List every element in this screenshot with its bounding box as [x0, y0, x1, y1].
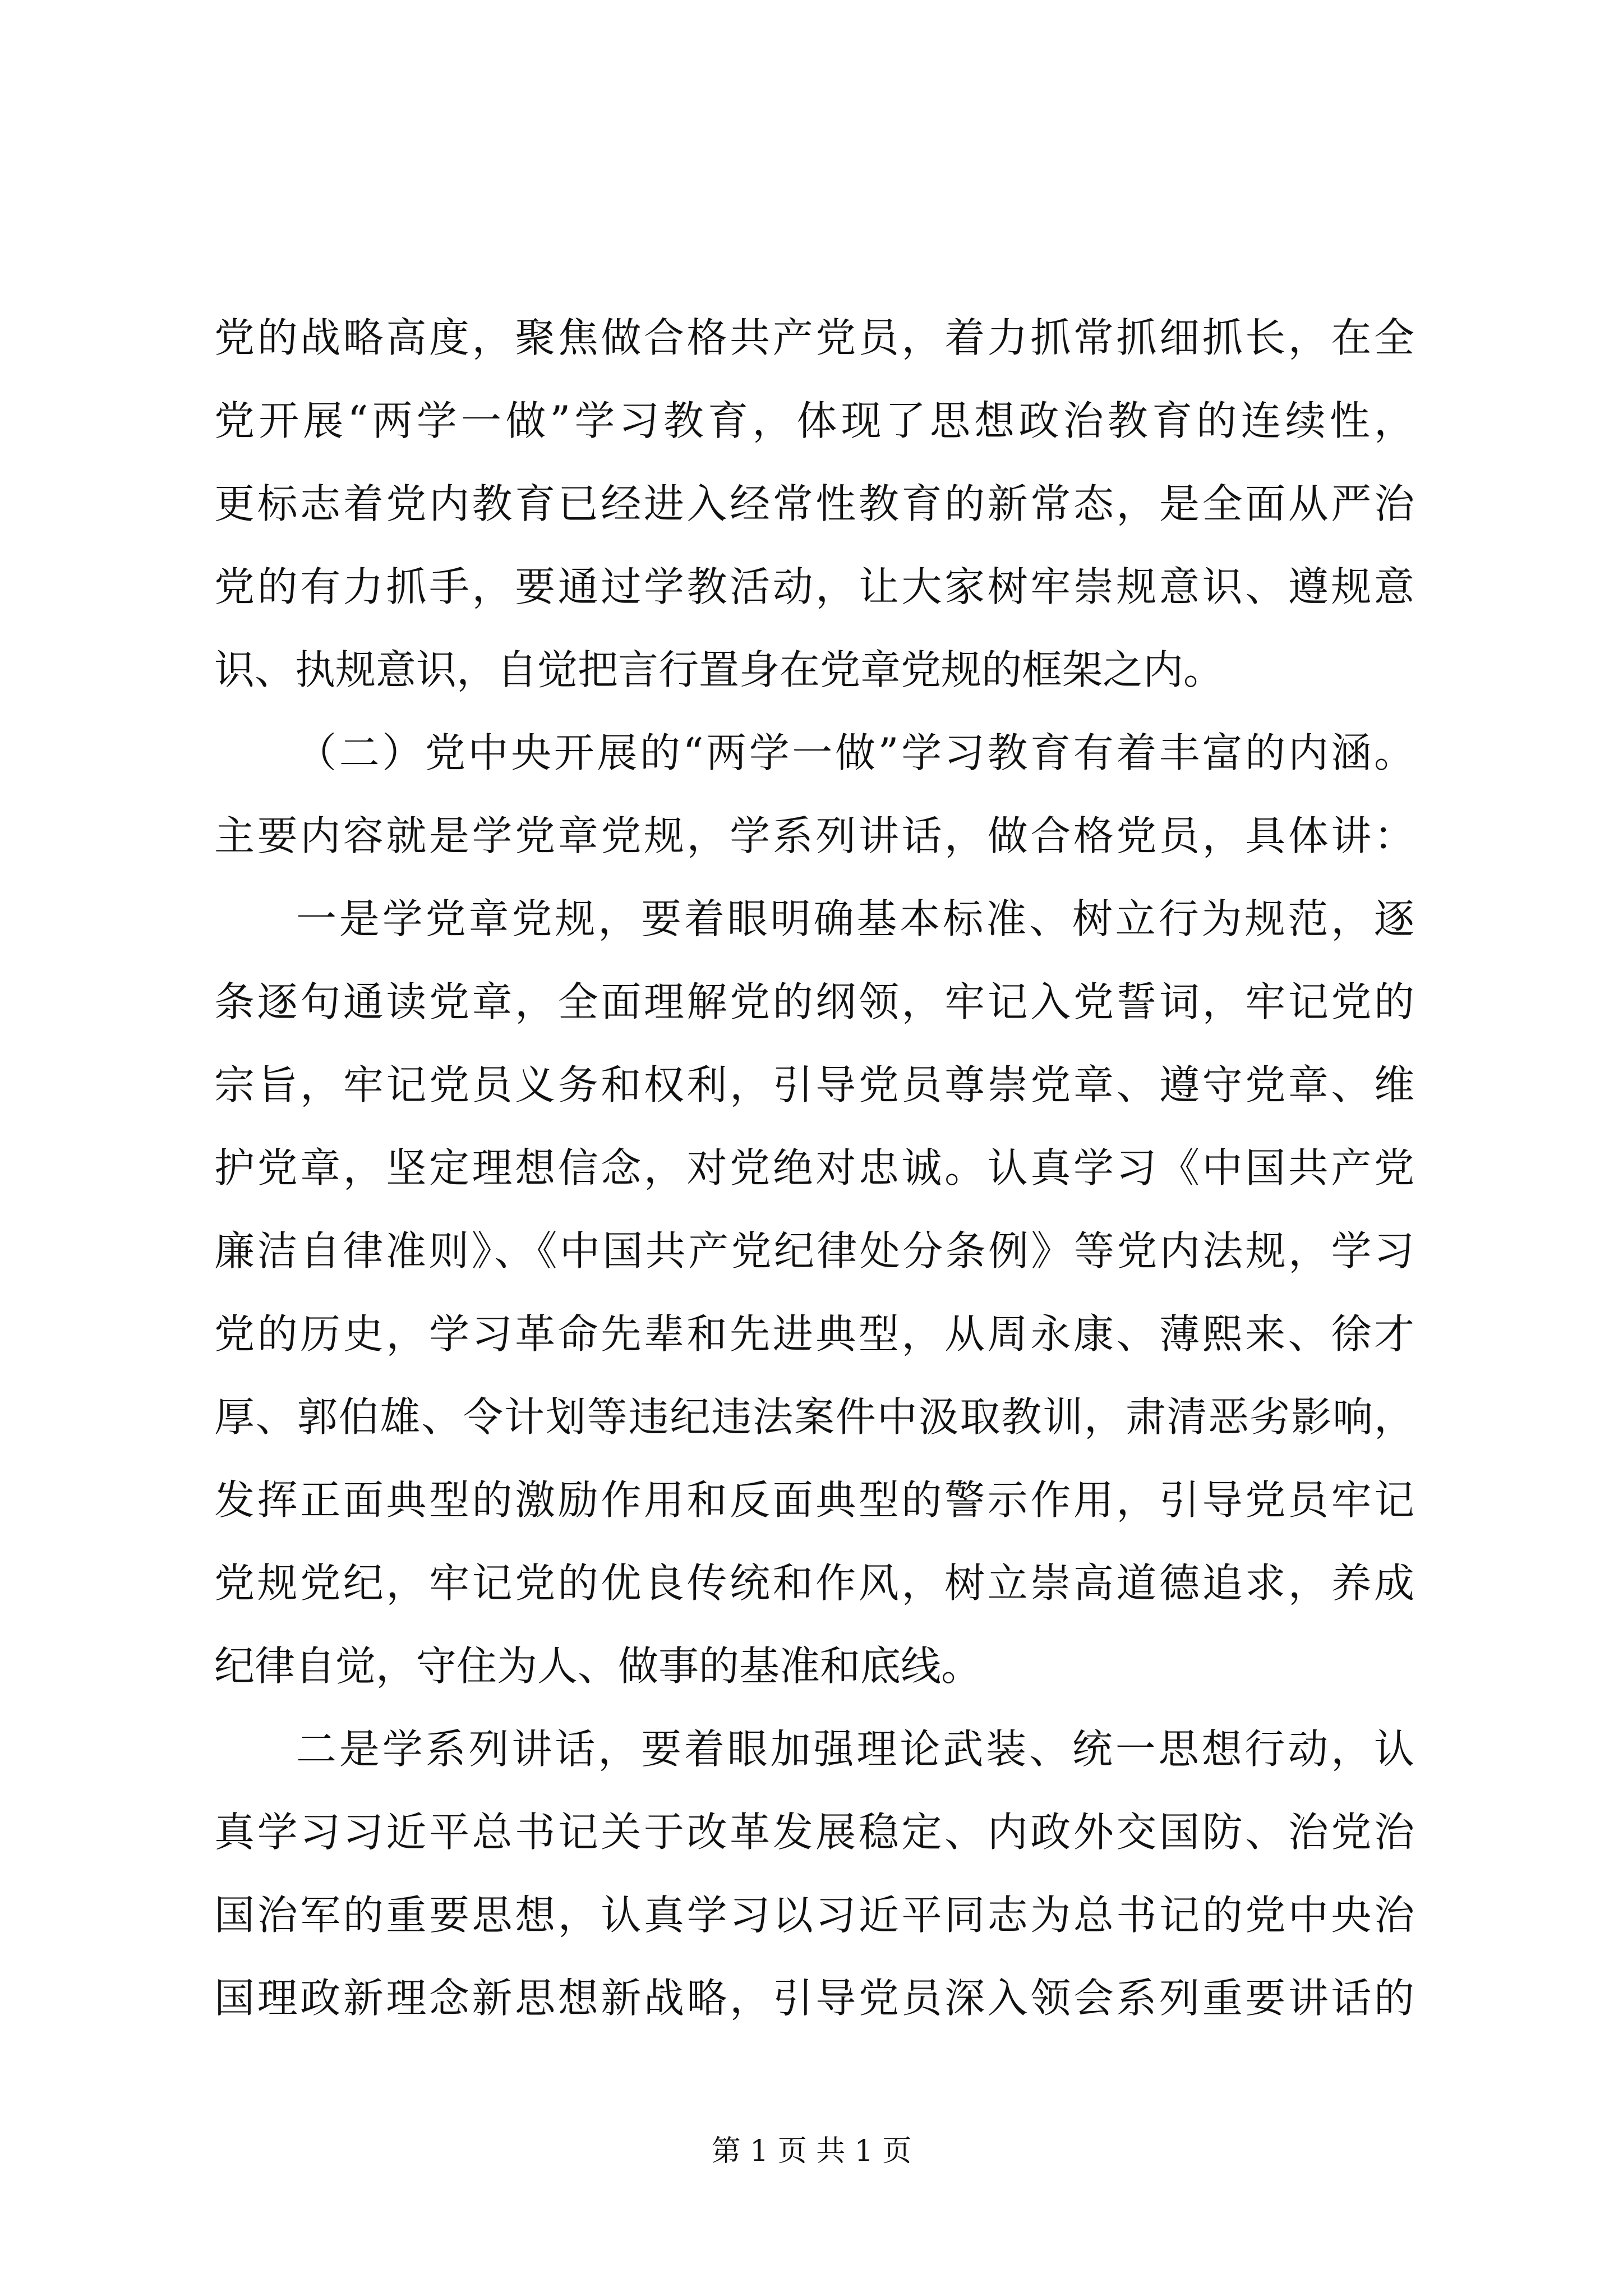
text-line: 国治军的重要思想，认真学习以习近平同志为总书记的党中央治 [214, 1892, 1414, 1939]
text-line: 党的历史，学习革命先辈和先进典型，从周永康、薄熙来、徐才 [214, 1310, 1414, 1358]
text-line: 识、执规意识，自觉把言行置身在党章党规的框架之内。 [214, 646, 1224, 693]
text-line: 廉洁自律准则》、《中国共产党纪律处分条例》等党内法规，学习 [214, 1227, 1414, 1274]
text-line: 纪律自觉，守住为人、做事的基准和底线。 [214, 1642, 982, 1690]
text-line: 党开展“两学一做”学习教育，体现了思想政治教育的连续性， [214, 397, 1414, 444]
text-line: 条逐句通读党章，全面理解党的纲领，牢记入党誓词，牢记党的 [214, 978, 1414, 1025]
page-footer [0, 2134, 1623, 2168]
page-number: 第 1 页 共 1 页 [711, 2134, 912, 2168]
text-line: 宗旨，牢记党员义务和权利，引导党员尊崇党章、遵守党章、维 [214, 1061, 1414, 1108]
paragraph-first-line: 二是学系列讲话，要着眼加强理论武装、统一思想行动，认 [296, 1726, 1414, 1773]
section-heading-line: （二）党中央开展的“两学一做”学习教育有着丰富的内涵。 [296, 729, 1414, 776]
text-line: 党的有力抓手，要通过学教活动，让大家树牢崇规意识、遵规意 [214, 563, 1414, 610]
body-text [214, 296, 1414, 2040]
text-line: 更标志着党内教育已经进入经常性教育的新常态，是全面从严治 [214, 480, 1414, 527]
text-line: 真学习习近平总书记关于改革发展稳定、内政外交国防、治党治 [214, 1809, 1414, 1856]
text-line: 党的战略高度，聚焦做合格共产党员，着力抓常抓细抓长，在全 [214, 314, 1414, 361]
text-line: 护党章，坚定理想信念，对党绝对忠诚。认真学习《中国共产党 [214, 1144, 1414, 1191]
text-line: 主要内容就是学党章党规，学系列讲话，做合格党员，具体讲： [214, 812, 1414, 859]
text-line: 党规党纪，牢记党的优良传统和作风，树立崇高道德追求，养成 [214, 1559, 1414, 1607]
text-line: 发挥正面典型的激励作用和反面典型的警示作用，引导党员牢记 [214, 1476, 1414, 1524]
text-line: 厚、郭伯雄、令计划等违纪违法案件中汲取教训，肃清恶劣影响， [214, 1393, 1414, 1441]
paragraph-first-line: 一是学党章党规，要着眼明确基本标准、树立行为规范，逐 [296, 895, 1414, 942]
text-line: 国理政新理念新思想新战略，引导党员深入领会系列重要讲话的 [214, 1975, 1414, 2022]
